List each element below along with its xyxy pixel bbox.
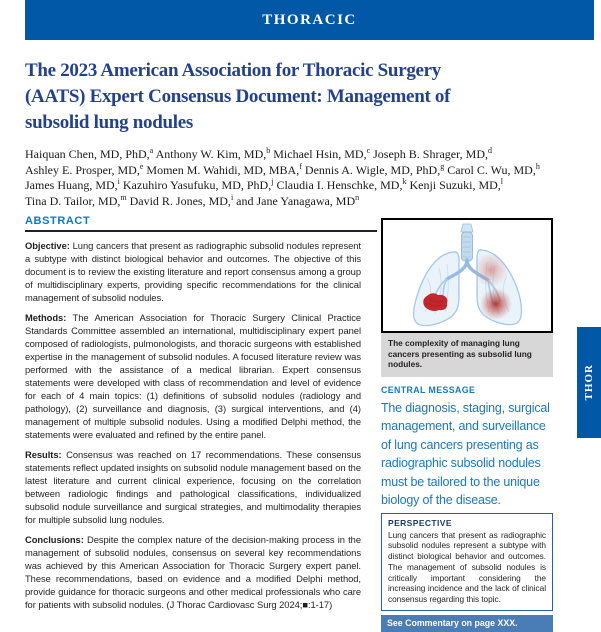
thor-edge-tab-label: THOR: [583, 364, 595, 401]
abstract-heading: ABSTRACT: [25, 215, 91, 227]
abstract-results-label: Results:: [25, 449, 62, 460]
abstract-conclusions-text: Despite the complex nature of the decision-making process in the management of subsolid nodules, consensus on several key recommendations was achieved by this American Association for Thoracic Surgery expert panel. These recommendations, based on evidence and a modified Delphi method, provide guidance for thoracic surgeons and other medical professionals who care for patients with subsolid nodules. (J Thorac Cardiovasc Surg 2024;■:1-17): [25, 534, 361, 610]
article-title-line: The 2023 American Association for Thoracic Surgery: [25, 60, 441, 81]
abstract-conclusions-label: Conclusions:: [25, 534, 84, 545]
abstract-objective-text: Lung cancers that present as radiographic subsolid nodules represent a subtype with distinct biological behavior and outcomes. The objective of this document is to review the existing literature and report consensus among a group of multidisciplinary experts, providing specific recommendations for the clinical management of subsolid nodules.: [25, 240, 361, 303]
abstract-methods-text: The American Association for Thoracic Surgery Clinical Practice Standards Committee assembled an international, multidisciplinary expert panel composed of radiologists, pulmonologists, and thoracic surgeons with established expertise in the management of subsolid nodules. A focused literature review was performed with the assistance of a medical librarian. Expert consensus statements were developed with class of recommendation and level of evidence for each of 4 main topics: (1) definitions of subsolid nodules (radiology and pathology), (2) surveillance and diagnosis, (3) surgical interventions, and (4) management of multiple subsolid nodules. Using a modified Delphi method, the statements were evaluated and refined by the entire panel.: [25, 312, 361, 440]
lung-illustration: [383, 220, 551, 331]
abstract-results-text: Consensus was reached on 17 recommendations. These consensus statements reflect updated insights on subsolid nodule management based on the latest literature and current clinical experience, focusing on the correlation between radiologic findings and pathological classifications, individualized subsolid nodule surveillance and surgical strategies, and multimodality therapies for multiple subsolid lung nodules.: [25, 449, 361, 525]
central-message-heading: CENTRAL MESSAGE: [381, 384, 476, 395]
abstract-objective-label: Objective:: [25, 240, 70, 251]
see-commentary-link[interactable]: See Commentary on page XXX.: [381, 615, 553, 632]
article-title-line: (AATS) Expert Consensus Document: Management of: [25, 86, 451, 107]
author-line: James Huang, MD,$^i$ Kazuhiro Yasufuku, MD, PhD,$^j$ Claudia I. Henschke, MD,$^k$ Kenji Suzuki, MD,$^l$: [25, 177, 504, 192]
article-title-line: subsolid lung nodules: [25, 112, 193, 133]
abstract-methods: [25, 311, 361, 441]
author-line: Tina D. Tailor, MD,$^m$ David R. Jones, MD,$^i$ and Jane Yanagawa, $MD^n$: [25, 192, 360, 208]
abstract-conclusions: [25, 533, 361, 611]
central-figure-frame: [381, 218, 553, 333]
article-title: [25, 58, 585, 136]
abstract-results: [25, 448, 361, 526]
perspective-heading: PERSPECTIVE: [388, 517, 452, 528]
abstract-divider: [25, 230, 377, 232]
abstract-section: [25, 215, 361, 618]
perspective-text: Lung cancers that present as radiographic subsolid nodules represent a subtype with distinct biological behavior and outcomes. The management of subsolid nodules is critically important considering the increasing incidence and the lack of clinical consensus regarding this topic.: [388, 529, 546, 605]
author-line: Ashley E. Prosper, MD,$^e$ Momen M. Wahidi, MD, MBA,$^f$ Dennis A. Wigle, MD, PhD,$^g$ Carol C. Wu, MD,$^h$: [25, 161, 540, 177]
abstract-objective: [25, 239, 361, 304]
graphical-abstract-sidebar: [381, 218, 553, 632]
author-list: [25, 147, 585, 209]
figure-caption: The complexity of managing lung cancers presenting as subsolid lung nodules.: [381, 333, 553, 377]
perspective-box: [381, 513, 553, 612]
central-message-text: The diagnosis, staging, surgical management, and surveillance of lung cancers presenting as radiographic subsolid nodules must be tailored to the unique biology of the disease.: [381, 400, 550, 507]
author-line: Haiquan Chen, MD, PhD,$^a$ Anthony W. Kim, MD,$^b$ Michael Hsin, MD,$^c$ Joseph B. Shrager, MD,$^d$: [25, 146, 492, 161]
central-message-section: [381, 385, 553, 510]
section-banner: [25, 0, 594, 40]
section-banner-label: THORACIC: [262, 11, 357, 28]
thor-edge-tab: [577, 327, 601, 438]
abstract-methods-label: Methods:: [25, 312, 67, 323]
